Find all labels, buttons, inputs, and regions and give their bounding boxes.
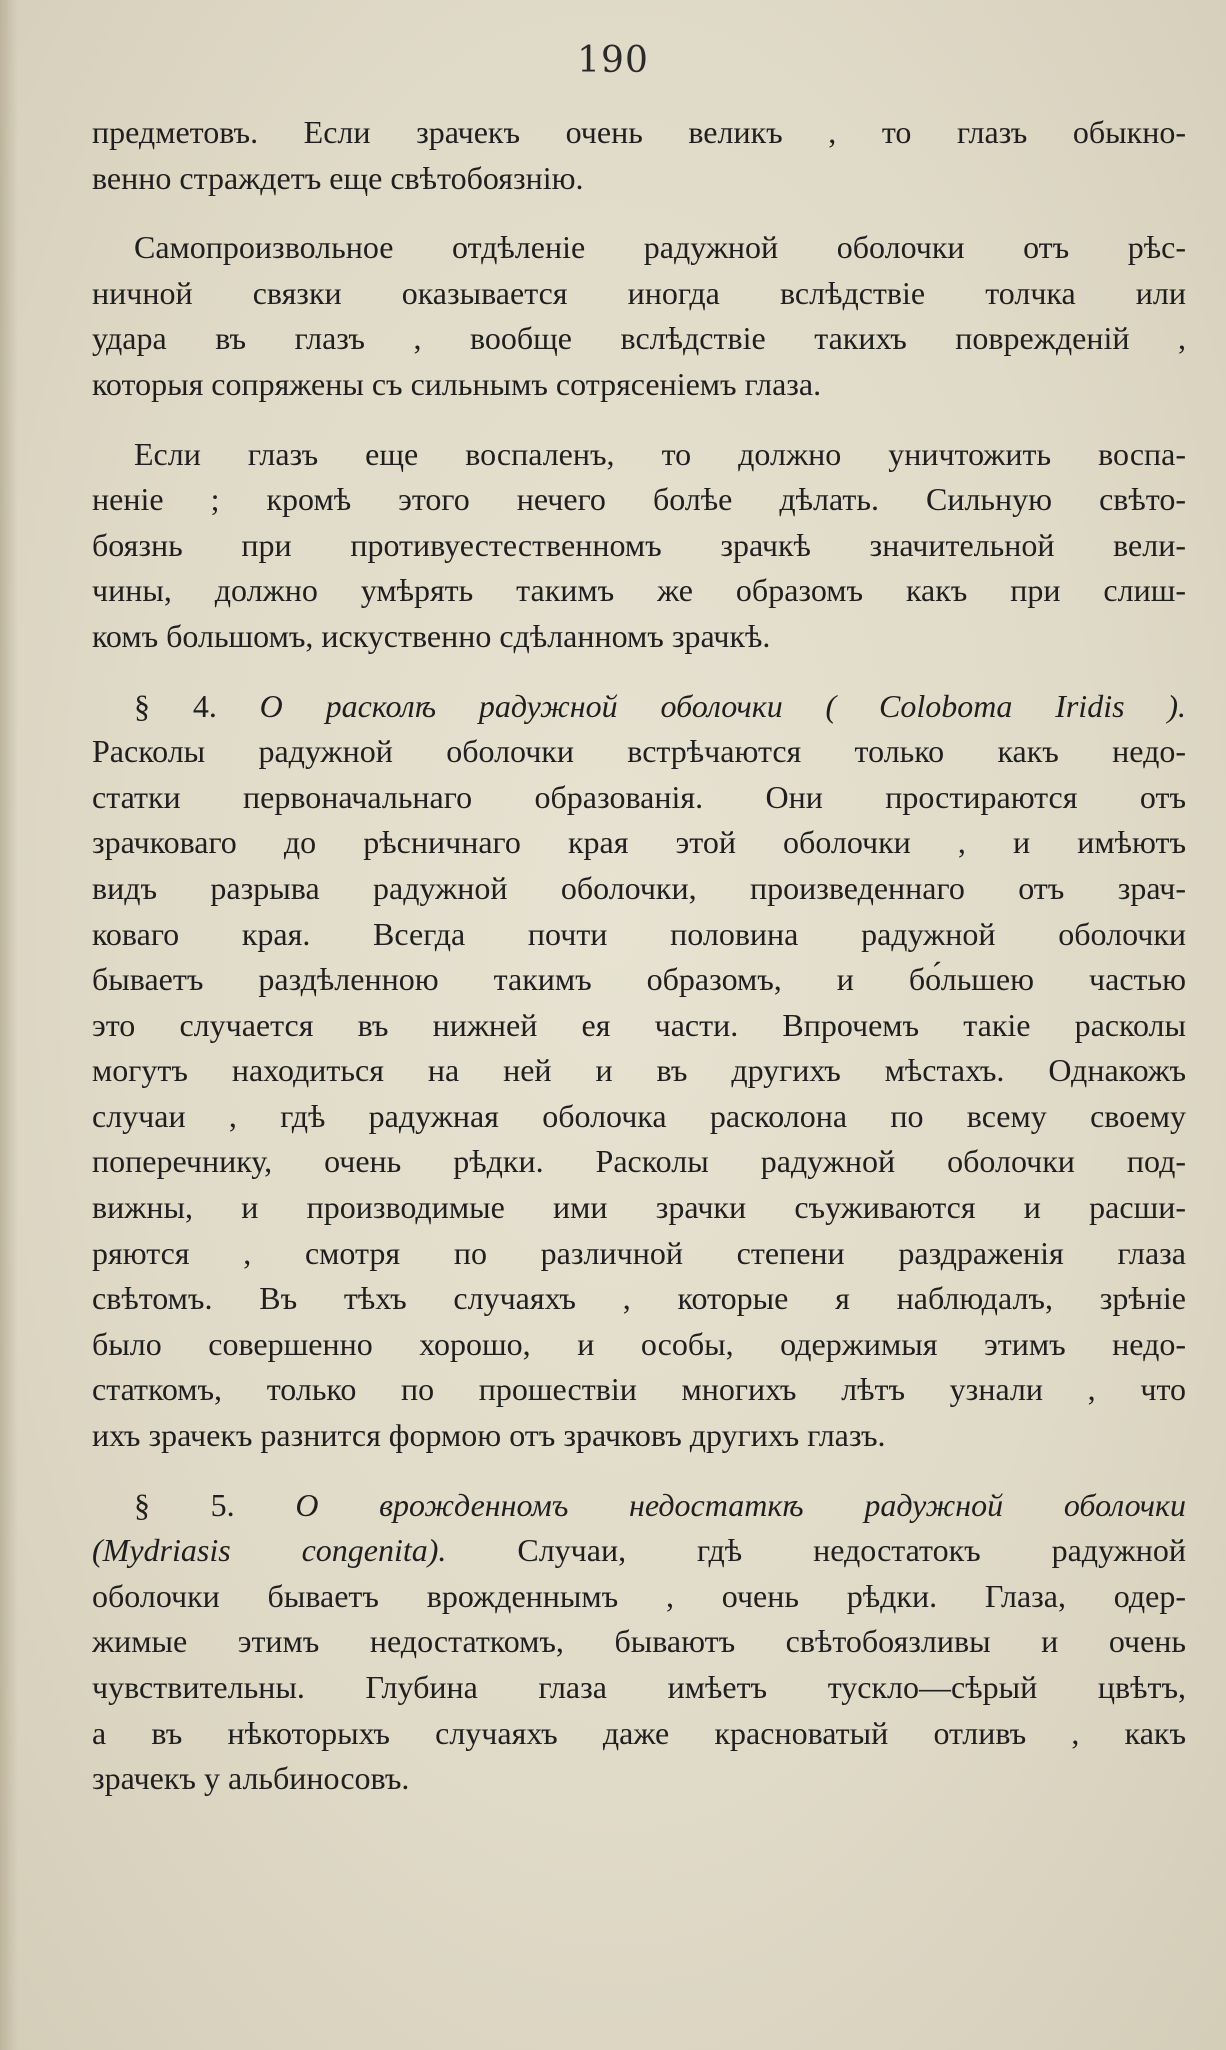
page-number: 190 (577, 40, 649, 81)
text-line: свѣтомъ. Въ тѣхъ случаяхъ , которые я наблюдалъ, зрѣніе (92, 1280, 1186, 1317)
text-line: Расколы радужной оболочки встрѣчаются только какъ недо- (92, 733, 1186, 770)
text-line: ничной связки оказывается иногда вслѣдствіе толчка или (92, 274, 1186, 311)
text-line: видъ разрыва радужной оболочки, произведеннаго отъ зрач- (92, 869, 1186, 906)
paragraph (92, 110, 1186, 201)
text-line: могутъ находиться на ней и въ другихъ мѣстахъ. Однакожъ (92, 1052, 1186, 1089)
section-heading (92, 684, 1186, 730)
section-title: О врожденномъ недостаткѣ радужной оболочки (295, 1486, 1186, 1523)
text-line: ряются , смотря по различной степени раздраженія глаза (92, 1234, 1186, 1271)
text-line: а въ нѣкоторыхъ случаяхъ даже красноватый отливъ , какъ (92, 1714, 1186, 1751)
section-title: О расколѣ радужной оболочки (259, 687, 783, 724)
text-line: это случается въ нижней ея части. Впрочемъ такіе расколы (92, 1006, 1186, 1043)
text-line: оболочки бываетъ врожденнымъ , очень рѣдки. Глаза, одер- (92, 1577, 1186, 1614)
text-line: жимые этимъ недостаткомъ, бываютъ свѣтобоязливы и очень (92, 1623, 1186, 1660)
section-heading (92, 1483, 1186, 1529)
paragraph (92, 225, 1186, 407)
text-line: венно страждетъ еще свѣтобоязнію. (92, 159, 584, 196)
section-latin-term: (Mydriasis congenita). (92, 1532, 447, 1569)
text-line: комъ большомъ, искуственно сдѣланномъ зрачкѣ. (92, 617, 771, 654)
text-line: неніе ; кромѣ этого нечего болѣе дѣлать. Сильную свѣто- (92, 481, 1186, 518)
page-body (92, 110, 1186, 1826)
text-line: Если глазъ еще воспаленъ, то должно уничтожить воспа- (134, 435, 1186, 472)
section-latin-term: ( Coloboma Iridis ). (825, 687, 1186, 724)
text-line (92, 1528, 1186, 1574)
text-line: статки первоначальнаго образованія. Они простираются отъ (92, 778, 1186, 815)
section-5 (92, 1483, 1186, 1802)
text-line: которыя сопряжены съ сильнымъ сотрясеніемъ глаза. (92, 365, 822, 402)
text-line: бываетъ раздѣленною такимъ образомъ, и бо́льшею частью (92, 961, 1186, 998)
text-fragment: Случаи, гдѣ недостатокъ радужной (517, 1532, 1186, 1569)
text-line: удара въ глазъ , вообще вслѣдствіе такихъ поврежденій , (92, 320, 1186, 357)
section-4 (92, 684, 1186, 1459)
text-line: ихъ зрачекъ разнится формою отъ зрачковъ другихъ глазъ. (92, 1417, 886, 1454)
paragraph (92, 432, 1186, 660)
text-line: предметовъ. Если зрачекъ очень великъ , то глазъ обыкно- (92, 114, 1186, 150)
text-line: было совершенно хорошо, и особы, одержимыя этимъ недо- (92, 1325, 1186, 1362)
text-line: чины, должно умѣрять такимъ же образомъ какъ при слиш- (92, 572, 1186, 609)
text-line: зрачковаго до рѣсничнаго края этой оболочки , и имѣютъ (92, 824, 1186, 861)
text-line: поперечнику, очень рѣдки. Расколы радужной оболочки под- (92, 1143, 1186, 1180)
text-line: чувствительны. Глубина глаза имѣетъ тускло—сѣрый цвѣтъ, (92, 1669, 1186, 1705)
section-number: § 4. (134, 687, 217, 724)
text-line: случаи , гдѣ радужная оболочка расколона по всему своему (92, 1097, 1186, 1134)
text-line: Самопроизвольное отдѣленіе радужной оболочки отъ рѣс- (134, 229, 1186, 266)
text-line: статкомъ, только по прошествіи многихъ лѣтъ узнали , что (92, 1371, 1186, 1408)
section-number: § 5. (134, 1486, 235, 1523)
text-line: вижны, и производимые ими зрачки съуживаются и расши- (92, 1189, 1186, 1226)
text-line: коваго края. Всегда почти половина радужной оболочки (92, 915, 1186, 952)
text-line: боязнь при противуестественномъ зрачкѣ значительной вели- (92, 526, 1186, 563)
text-line: зрачекъ у альбиносовъ. (92, 1760, 410, 1797)
